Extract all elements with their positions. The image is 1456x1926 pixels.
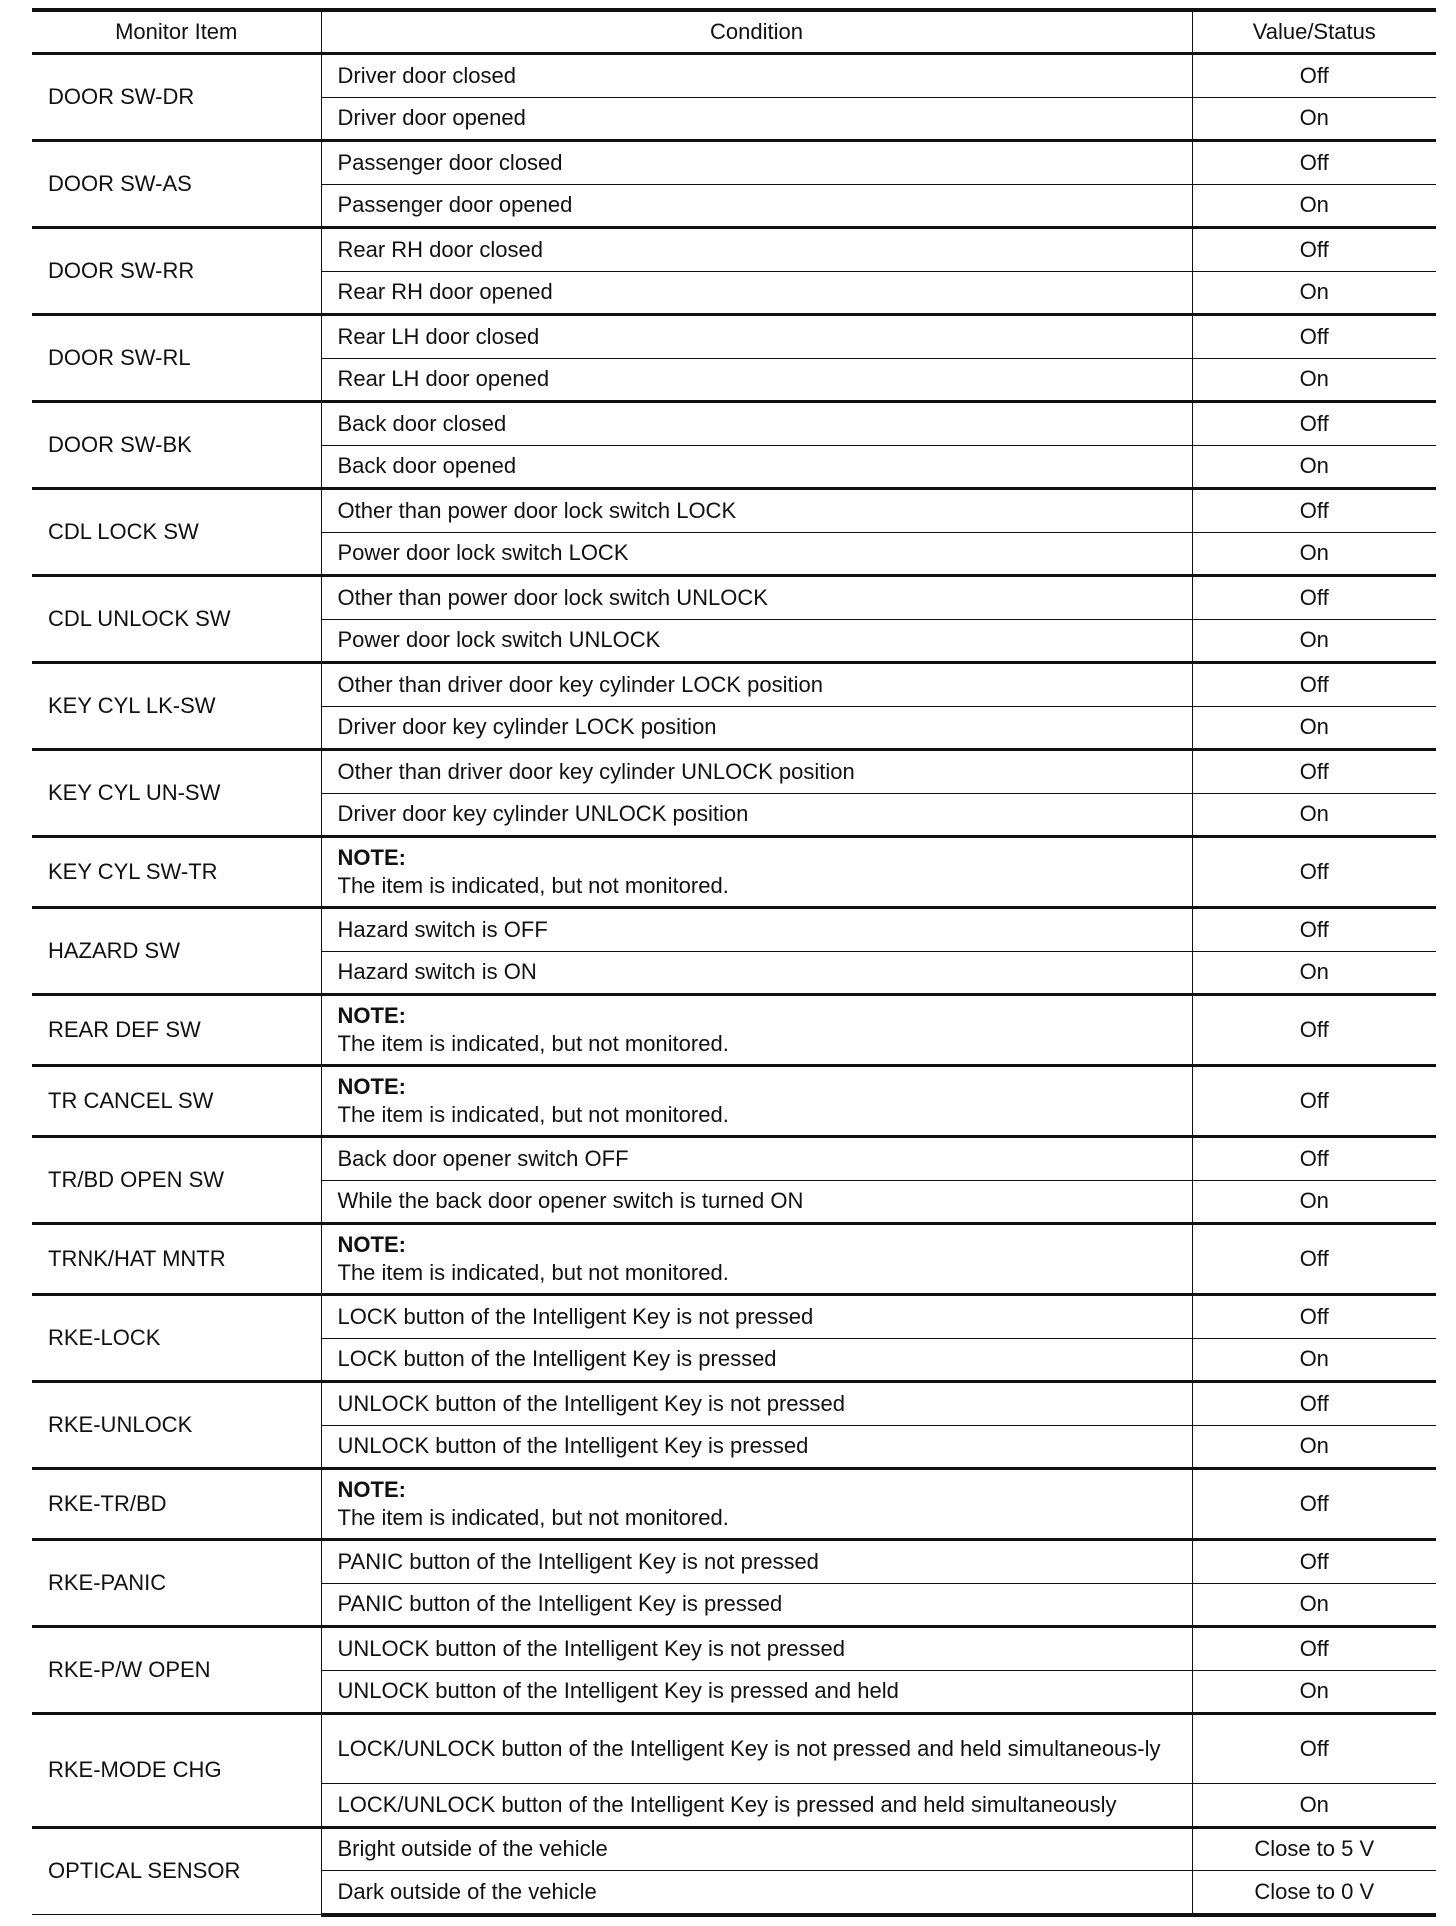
- monitor-item-cell: DOOR SW-AS: [32, 141, 321, 228]
- condition-cell: UNLOCK button of the Intelligent Key is pressed and held: [321, 1670, 1192, 1714]
- monitor-item-cell: RKE-LOCK: [32, 1295, 321, 1382]
- value-status-cell: On: [1192, 1180, 1436, 1224]
- condition-cell: Rear LH door closed: [321, 315, 1192, 359]
- header-condition: Condition: [321, 10, 1192, 54]
- table-row: [32, 1295, 1436, 1339]
- condition-cell: Power door lock switch UNLOCK: [321, 619, 1192, 663]
- value-status-cell: On: [1192, 793, 1436, 837]
- table-row: [32, 228, 1436, 272]
- monitor-item-cell: RKE-MODE CHG: [32, 1714, 321, 1828]
- table-row: [32, 1469, 1436, 1540]
- condition-cell: [321, 837, 1192, 908]
- table-row: [32, 1066, 1436, 1137]
- condition-cell: Hazard switch is ON: [321, 951, 1192, 995]
- monitor-item-cell: CDL UNLOCK SW: [32, 576, 321, 663]
- condition-cell: Passenger door opened: [321, 184, 1192, 228]
- monitor-table-container: [32, 8, 1436, 1917]
- value-status-cell: On: [1192, 951, 1436, 995]
- monitor-item-cell: RKE-UNLOCK: [32, 1382, 321, 1469]
- value-status-cell: On: [1192, 532, 1436, 576]
- note-text: The item is indicated, but not monitored.: [337, 1102, 729, 1127]
- condition-cell: PANIC button of the Intelligent Key is not pressed: [321, 1540, 1192, 1584]
- monitor-item-cell: TRNK/HAT MNTR: [32, 1224, 321, 1295]
- condition-cell: [321, 1469, 1192, 1540]
- monitor-table: [32, 8, 1436, 1917]
- condition-cell: UNLOCK button of the Intelligent Key is not pressed: [321, 1627, 1192, 1671]
- value-status-cell: On: [1192, 1338, 1436, 1382]
- condition-cell: Back door closed: [321, 402, 1192, 446]
- monitor-item-cell: OPTICAL SENSOR: [32, 1827, 321, 1915]
- condition-cell: Driver door key cylinder LOCK position: [321, 706, 1192, 750]
- table-row: [32, 1382, 1436, 1426]
- condition-cell: Rear RH door closed: [321, 228, 1192, 272]
- value-status-cell: Off: [1192, 402, 1436, 446]
- condition-cell: LOCK/UNLOCK button of the Intelligent Key is pressed and held simultaneously: [321, 1784, 1192, 1828]
- condition-cell: Other than power door lock switch LOCK: [321, 489, 1192, 533]
- table-row: [32, 402, 1436, 446]
- table-row: [32, 489, 1436, 533]
- value-status-cell: On: [1192, 1670, 1436, 1714]
- value-status-cell: Off: [1192, 1224, 1436, 1295]
- note-text: The item is indicated, but not monitored.: [337, 1505, 729, 1530]
- condition-cell: [321, 1066, 1192, 1137]
- monitor-item-cell: KEY CYL LK-SW: [32, 663, 321, 750]
- condition-cell: Other than power door lock switch UNLOCK: [321, 576, 1192, 620]
- value-status-cell: Off: [1192, 1137, 1436, 1181]
- monitor-item-cell: KEY CYL SW-TR: [32, 837, 321, 908]
- condition-cell: [321, 1224, 1192, 1295]
- table-row: [32, 54, 1436, 98]
- table-row: [32, 837, 1436, 908]
- table-row: [32, 1827, 1436, 1871]
- value-status-cell: Off: [1192, 141, 1436, 185]
- value-status-cell: Off: [1192, 489, 1436, 533]
- value-status-cell: On: [1192, 358, 1436, 402]
- monitor-item-cell: RKE-PANIC: [32, 1540, 321, 1627]
- condition-cell: Back door opener switch OFF: [321, 1137, 1192, 1181]
- value-status-cell: Close to 5 V: [1192, 1827, 1436, 1871]
- value-status-cell: Off: [1192, 750, 1436, 794]
- table-row: [32, 141, 1436, 185]
- monitor-item-cell: DOOR SW-DR: [32, 54, 321, 141]
- header-row: [32, 10, 1436, 54]
- condition-cell: LOCK button of the Intelligent Key is not pressed: [321, 1295, 1192, 1339]
- table-row: [32, 995, 1436, 1066]
- monitor-item-cell: CDL LOCK SW: [32, 489, 321, 576]
- condition-cell: UNLOCK button of the Intelligent Key is not pressed: [321, 1382, 1192, 1426]
- condition-cell: Driver door opened: [321, 97, 1192, 141]
- note-text: The item is indicated, but not monitored.: [337, 1260, 729, 1285]
- note-label: NOTE:: [337, 1232, 406, 1257]
- note-label: NOTE:: [337, 1477, 406, 1502]
- condition-cell: Power door lock switch LOCK: [321, 532, 1192, 576]
- condition-cell: Driver door closed: [321, 54, 1192, 98]
- table-row: [32, 750, 1436, 794]
- value-status-cell: Off: [1192, 1382, 1436, 1426]
- condition-cell: PANIC button of the Intelligent Key is pressed: [321, 1583, 1192, 1627]
- value-status-cell: On: [1192, 445, 1436, 489]
- value-status-cell: Off: [1192, 228, 1436, 272]
- table-row: [32, 908, 1436, 952]
- monitor-item-cell: RKE-TR/BD: [32, 1469, 321, 1540]
- table-row: [32, 1714, 1436, 1784]
- monitor-item-cell: TR/BD OPEN SW: [32, 1137, 321, 1224]
- value-status-cell: Off: [1192, 663, 1436, 707]
- monitor-item-cell: DOOR SW-RL: [32, 315, 321, 402]
- value-status-cell: Off: [1192, 1540, 1436, 1584]
- header-monitor-item: Monitor Item: [32, 10, 321, 54]
- value-status-cell: On: [1192, 619, 1436, 663]
- value-status-cell: On: [1192, 184, 1436, 228]
- note-label: NOTE:: [337, 1003, 406, 1028]
- condition-cell: LOCK/UNLOCK button of the Intelligent Key is not pressed and held simultaneous-ly: [321, 1714, 1192, 1784]
- value-status-cell: Off: [1192, 315, 1436, 359]
- value-status-cell: Off: [1192, 1066, 1436, 1137]
- value-status-cell: Off: [1192, 1469, 1436, 1540]
- table-row: [32, 1137, 1436, 1181]
- note-text: The item is indicated, but not monitored.: [337, 1031, 729, 1056]
- table-row: [32, 1540, 1436, 1584]
- table-row: [32, 315, 1436, 359]
- table-row: [32, 1224, 1436, 1295]
- value-status-cell: Off: [1192, 908, 1436, 952]
- note-label: NOTE:: [337, 1074, 406, 1099]
- table-row: [32, 663, 1436, 707]
- condition-cell: Hazard switch is OFF: [321, 908, 1192, 952]
- header-value-status: Value/Status: [1192, 10, 1436, 54]
- value-status-cell: Off: [1192, 1295, 1436, 1339]
- value-status-cell: Off: [1192, 54, 1436, 98]
- value-status-cell: Close to 0 V: [1192, 1871, 1436, 1915]
- monitor-item-cell: KEY CYL UN-SW: [32, 750, 321, 837]
- condition-cell: Passenger door closed: [321, 141, 1192, 185]
- value-status-cell: Off: [1192, 1627, 1436, 1671]
- value-status-cell: On: [1192, 1425, 1436, 1469]
- condition-cell: LOCK button of the Intelligent Key is pressed: [321, 1338, 1192, 1382]
- condition-cell: Other than driver door key cylinder UNLOCK position: [321, 750, 1192, 794]
- condition-cell: [321, 995, 1192, 1066]
- condition-cell: UNLOCK button of the Intelligent Key is pressed: [321, 1425, 1192, 1469]
- value-status-cell: On: [1192, 97, 1436, 141]
- condition-cell: Driver door key cylinder UNLOCK position: [321, 793, 1192, 837]
- monitor-item-cell: DOOR SW-RR: [32, 228, 321, 315]
- value-status-cell: Off: [1192, 576, 1436, 620]
- value-status-cell: Off: [1192, 995, 1436, 1066]
- condition-cell: While the back door opener switch is turned ON: [321, 1180, 1192, 1224]
- monitor-item-cell: TR CANCEL SW: [32, 1066, 321, 1137]
- condition-cell: Dark outside of the vehicle: [321, 1871, 1192, 1915]
- condition-cell: Rear RH door opened: [321, 271, 1192, 315]
- table-row: [32, 1627, 1436, 1671]
- condition-cell: Bright outside of the vehicle: [321, 1827, 1192, 1871]
- value-status-cell: On: [1192, 706, 1436, 750]
- value-status-cell: Off: [1192, 1714, 1436, 1784]
- monitor-item-cell: REAR DEF SW: [32, 995, 321, 1066]
- value-status-cell: On: [1192, 271, 1436, 315]
- value-status-cell: Off: [1192, 837, 1436, 908]
- condition-cell: Other than driver door key cylinder LOCK position: [321, 663, 1192, 707]
- monitor-item-cell: DOOR SW-BK: [32, 402, 321, 489]
- value-status-cell: On: [1192, 1583, 1436, 1627]
- table-row: [32, 576, 1436, 620]
- value-status-cell: On: [1192, 1784, 1436, 1828]
- table-body: [32, 54, 1436, 1915]
- note-label: NOTE:: [337, 845, 406, 870]
- monitor-item-cell: RKE-P/W OPEN: [32, 1627, 321, 1714]
- condition-cell: Rear LH door opened: [321, 358, 1192, 402]
- condition-cell: Back door opened: [321, 445, 1192, 489]
- monitor-item-cell: HAZARD SW: [32, 908, 321, 995]
- note-text: The item is indicated, but not monitored.: [337, 873, 729, 898]
